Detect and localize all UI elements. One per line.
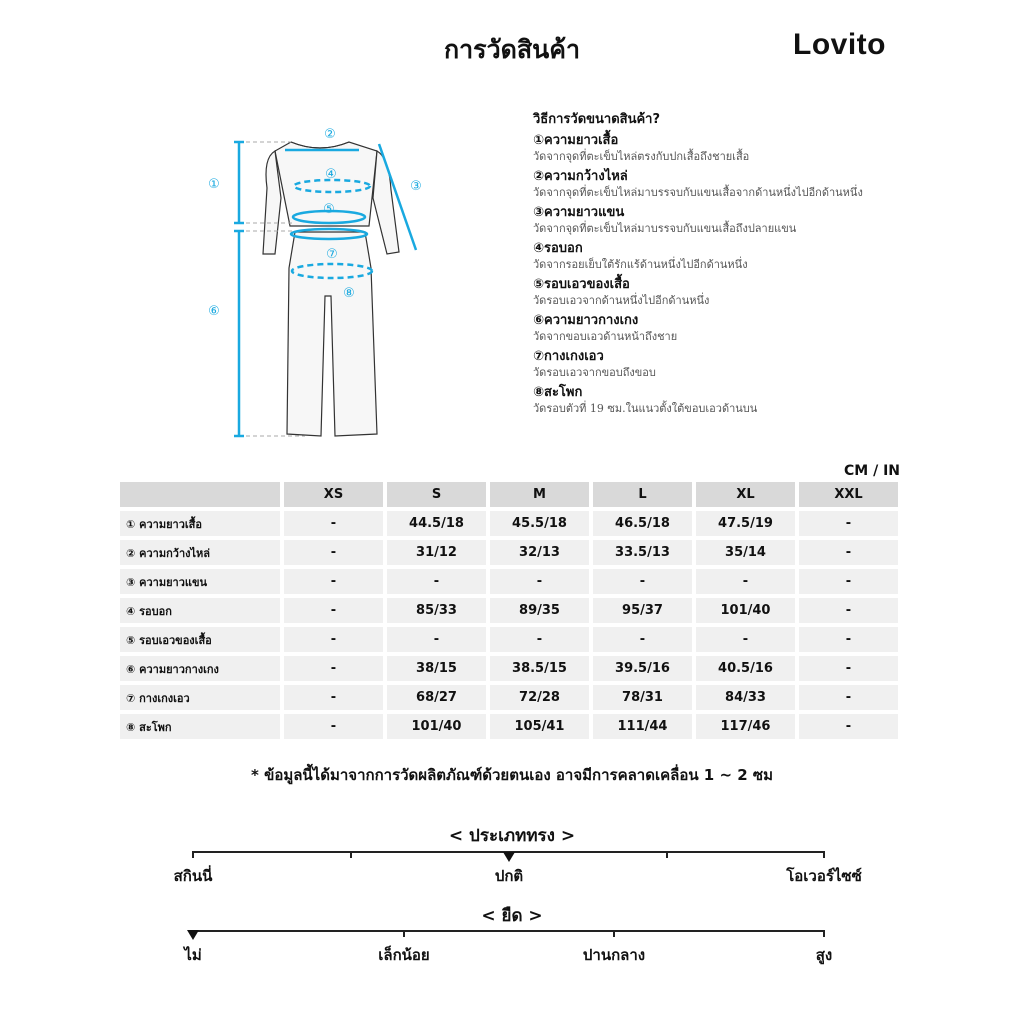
label-3: ③: [410, 179, 422, 194]
table-cell: -: [284, 540, 383, 565]
table-cell: 32/13: [490, 540, 589, 565]
table-cell: 35/14: [696, 540, 795, 565]
guide-item-title: ①ความยาวเสื้อ: [533, 133, 619, 148]
table-row: [120, 627, 898, 652]
guide-item-title: ②ความกว้างไหล่: [533, 169, 628, 184]
label-2: ②: [324, 127, 336, 142]
stretch-title: < ยืด >: [481, 906, 543, 926]
table-cell: -: [799, 511, 898, 536]
table-cell: -: [284, 656, 383, 681]
table-header-row: [120, 482, 898, 507]
table-cell: 38/15: [387, 656, 486, 681]
table-cell: -: [799, 540, 898, 565]
guide-item-desc: วัดรอบเอวจากด้านหนึ่งไปอีกด้านหนึ่ง: [533, 294, 710, 307]
brand-logo: Lovito: [793, 28, 886, 61]
table-cell: -: [284, 569, 383, 594]
table-cell: -: [696, 627, 795, 652]
table-row: [120, 569, 898, 594]
guide-item-desc: วัดจากรอยเย็บใต้รักแร้ด้านหนึ่งไปอีกด้านหนึ่ง: [533, 258, 748, 271]
table-cell: -: [284, 511, 383, 536]
table-cell: 40.5/16: [696, 656, 795, 681]
fit-tick: [192, 851, 194, 858]
table-corner: [120, 482, 280, 507]
size-header: S: [387, 482, 486, 507]
fit-tick: [823, 851, 825, 858]
table-cell: 105/41: [490, 714, 589, 739]
guide-item: [533, 203, 953, 236]
stretch-scale-line: [193, 930, 825, 932]
size-header: XS: [284, 482, 383, 507]
guide-item: [533, 239, 953, 272]
label-1: ①: [208, 177, 220, 192]
measurement-guide: [533, 108, 953, 419]
row-label: ⑧ สะโพก: [120, 714, 280, 739]
stretch-label-high: สูง: [815, 946, 833, 964]
page-title: การวัดสินค้า: [444, 35, 580, 64]
table-cell: -: [490, 627, 589, 652]
guide-item-desc: วัดรอบเอวจากขอบถึงขอบ: [533, 366, 656, 379]
table-cell: 95/37: [593, 598, 692, 623]
guide-item: [533, 131, 953, 164]
table-cell: 117/46: [696, 714, 795, 739]
table-cell: -: [387, 627, 486, 652]
table-cell: -: [696, 569, 795, 594]
table-row: [120, 714, 898, 739]
guide-item-title: ④รอบอก: [533, 241, 583, 256]
table-cell: 31/12: [387, 540, 486, 565]
table-cell: -: [284, 598, 383, 623]
label-5: ⑤: [323, 202, 335, 217]
guide-item-desc: วัดรอบตัวที่ 19 ซม.ในแนวตั้งใต้ขอบเอวด้านบน: [533, 402, 758, 415]
label-8: ⑧: [343, 286, 355, 301]
table-row: [120, 598, 898, 623]
table-cell: 101/40: [696, 598, 795, 623]
stretch-label-slight: เล็กน้อย: [378, 946, 430, 964]
row-label: ⑤ รอบเอวของเสื้อ: [120, 627, 280, 652]
table-cell: 44.5/18: [387, 511, 486, 536]
table-cell: -: [593, 569, 692, 594]
table-cell: -: [387, 569, 486, 594]
table-cell: -: [799, 714, 898, 739]
guide-item-desc: วัดจากจุดที่ตะเข็บไหล่มาบรรจบกับแขนเสื้อจากด้านหนึ่งไปอีกด้านหนึ่ง: [533, 186, 863, 199]
guide-item-desc: วัดจากจุดที่ตะเข็บไหล่ตรงกับปกเสื้อถึงชายเสื้อ: [533, 150, 750, 163]
table-cell: 68/27: [387, 685, 486, 710]
guide-item-title: ⑤รอบเอวของเสื้อ: [533, 277, 630, 292]
measurement-note: * ข้อมูลนี้ได้มาจากการวัดผลิตภัณฑ์ด้วยตนเอง อาจมีการคลาดเคลื่อน 1 ~ 2 ซม: [251, 766, 773, 784]
guide-item: [533, 383, 953, 416]
fit-tick: [666, 851, 668, 858]
guide-item-title: ⑧สะโพก: [533, 385, 583, 400]
garment-figure: [195, 118, 445, 448]
table-cell: -: [799, 569, 898, 594]
table-cell: 72/28: [490, 685, 589, 710]
stretch-tick: [613, 930, 615, 937]
size-header: XL: [696, 482, 795, 507]
size-header: XXL: [799, 482, 898, 507]
table-cell: -: [284, 627, 383, 652]
label-4: ④: [325, 167, 337, 182]
table-row: [120, 540, 898, 565]
label-7: ⑦: [326, 247, 338, 262]
table-cell: 46.5/18: [593, 511, 692, 536]
table-row: [120, 685, 898, 710]
table-row: [120, 511, 898, 536]
table-cell: -: [799, 598, 898, 623]
table-cell: 33.5/13: [593, 540, 692, 565]
guide-item: [533, 275, 953, 308]
stretch-selected-marker: [187, 930, 199, 940]
table-cell: -: [799, 656, 898, 681]
table-cell: 85/33: [387, 598, 486, 623]
fit-title: < ประเภททรง >: [448, 826, 576, 846]
fit-label-skinny: สกินนี่: [173, 867, 213, 885]
row-label: ① ความยาวเสื้อ: [120, 511, 280, 536]
table-row: [120, 656, 898, 681]
size-header: L: [593, 482, 692, 507]
table-cell: 39.5/16: [593, 656, 692, 681]
fit-label-oversize: โอเวอร์ไซซ์: [786, 867, 862, 885]
fit-label-regular: ปกติ: [494, 867, 524, 885]
table-cell: -: [799, 627, 898, 652]
guide-item-title: ⑥ความยาวกางเกง: [533, 313, 639, 328]
fit-selected-marker: [503, 852, 515, 862]
stretch-label-none: ไม่: [184, 946, 202, 964]
table-cell: -: [490, 569, 589, 594]
label-6: ⑥: [208, 304, 220, 319]
guide-item-title: ⑦กางเกงเอว: [533, 349, 604, 364]
stretch-tick: [823, 930, 825, 937]
guide-item-title: ③ความยาวแขน: [533, 205, 625, 220]
guide-item: [533, 167, 953, 200]
table-cell: 45.5/18: [490, 511, 589, 536]
guide-title: วิธีการวัดขนาดสินค้า?: [533, 112, 661, 127]
fit-tick: [350, 851, 352, 858]
row-label: ④ รอบอก: [120, 598, 280, 623]
table-cell: -: [593, 627, 692, 652]
size-table: [116, 478, 902, 743]
row-label: ③ ความยาวแขน: [120, 569, 280, 594]
table-cell: -: [284, 714, 383, 739]
guide-item-desc: วัดจากจุดที่ตะเข็บไหล่มาบรรจบกับแขนเสื้อถึงปลายแขน: [533, 222, 797, 235]
row-label: ⑥ ความยาวกางเกง: [120, 656, 280, 681]
guide-item-desc: วัดจากขอบเอวด้านหน้าถึงชาย: [533, 330, 678, 343]
table-cell: 101/40: [387, 714, 486, 739]
table-cell: 38.5/15: [490, 656, 589, 681]
table-cell: 84/33: [696, 685, 795, 710]
unit-label: CM / IN: [844, 463, 900, 479]
table-cell: -: [799, 685, 898, 710]
table-cell: 47.5/19: [696, 511, 795, 536]
table-cell: 89/35: [490, 598, 589, 623]
stretch-tick: [403, 930, 405, 937]
row-label: ⑦ กางเกงเอว: [120, 685, 280, 710]
table-cell: -: [284, 685, 383, 710]
size-header: M: [490, 482, 589, 507]
stretch-label-medium: ปานกลาง: [582, 946, 646, 964]
guide-item: [533, 311, 953, 344]
row-label: ② ความกว้างไหล่: [120, 540, 280, 565]
table-cell: 78/31: [593, 685, 692, 710]
table-cell: 111/44: [593, 714, 692, 739]
guide-item: [533, 347, 953, 380]
